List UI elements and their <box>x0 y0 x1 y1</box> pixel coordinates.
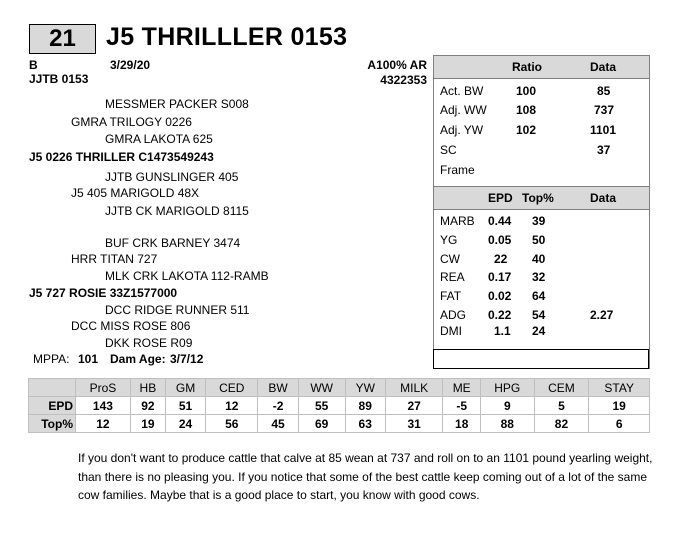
pedigree-dd: DCC MISS ROSE 806 <box>71 319 191 333</box>
carcass-top: 64 <box>532 289 546 303</box>
col-header: HB <box>130 379 165 397</box>
col-header: HPG <box>481 379 535 397</box>
col-header: GM <box>165 379 205 397</box>
pedigree-ss: GMRA TRILOGY 0226 <box>71 115 192 129</box>
top-row-label: Top% <box>29 415 76 433</box>
mppa-value: 101 <box>78 352 99 366</box>
pedigree-dsd: MLK CRK LAKOTA 112-RAMB <box>105 269 269 283</box>
pedigree-dam: J5 727 ROSIE 33Z1577000 <box>29 286 178 300</box>
top-row <box>29 415 650 433</box>
top-cell: 82 <box>534 415 589 433</box>
top-cell: 12 <box>76 415 131 433</box>
row-data: 1101 <box>590 123 617 137</box>
carcass-top: 39 <box>532 214 546 228</box>
top-header: Top% <box>522 191 554 205</box>
epd-row-label: EPD <box>29 397 76 415</box>
dam-age-value: 3/7/12 <box>170 352 204 366</box>
epd-cell: 12 <box>206 397 258 415</box>
carcass-label: FAT <box>440 289 462 303</box>
epd-cell: 9 <box>481 397 535 415</box>
ratio-header: Ratio <box>512 60 542 74</box>
col-header: ME <box>443 379 481 397</box>
col-header: STAY <box>589 379 650 397</box>
carcass-epd: 1.1 <box>494 324 511 338</box>
pedigree-ssd: GMRA LAKOTA 625 <box>105 132 213 146</box>
dam-age-label: Dam Age: <box>110 352 166 366</box>
pedigree-ddd: DKK ROSE R09 <box>105 336 193 350</box>
epd-cell: 92 <box>130 397 165 415</box>
animal-name: J5 THRILLLER 0153 <box>106 23 348 51</box>
pedigree-dss: BUF CRK BARNEY 3474 <box>105 236 241 250</box>
carcass-epd: 0.02 <box>488 289 512 303</box>
epd-cell: 89 <box>345 397 385 415</box>
row-label: Frame <box>440 163 475 177</box>
top-cell: 24 <box>165 415 205 433</box>
top-cell: 69 <box>298 415 345 433</box>
epd-cell: -2 <box>258 397 298 415</box>
col-header: YW <box>345 379 385 397</box>
top-cell: 18 <box>443 415 481 433</box>
row-ratio: 108 <box>516 103 537 117</box>
tattoo: JJTB 0153 <box>29 72 89 86</box>
pedigree-sds: JJTB GUNSLINGER 405 <box>105 170 239 184</box>
col-header: BW <box>258 379 298 397</box>
description-text: If you don't want to produce cattle that calve at 85 wean at 737 and roll on to an 1101 pound yearling weight, than there is no pleasing you. If you notice that some of the best cattle keep coming out of a lot of the same cow families. Maybe that is a good place to start, you know with good cows. <box>78 451 653 502</box>
pedigree-sd: J5 405 MARIGOLD 48X <box>71 186 200 200</box>
col-header: ProS <box>76 379 131 397</box>
row-label: Act. BW <box>440 84 484 98</box>
carcass-top: 54 <box>532 308 546 322</box>
pedigree-ds: HRR TITAN 727 <box>71 252 158 266</box>
epd-cell: 55 <box>298 397 345 415</box>
carcass-label: REA <box>440 270 465 284</box>
carcass-epd: 0.05 <box>488 233 512 247</box>
epd-cell: -5 <box>443 397 481 415</box>
lot-number: 21 <box>29 24 96 54</box>
carcass-label: YG <box>440 233 458 247</box>
top-cell: 31 <box>385 415 442 433</box>
carcass-data-header: Data <box>590 191 617 205</box>
carcass-data: 2.27 <box>590 308 614 322</box>
row-ratio: 102 <box>516 123 537 137</box>
epd-cell: 19 <box>589 397 650 415</box>
row-ratio: 100 <box>516 84 537 98</box>
pedigree-sire: J5 0226 THRILLER C1473549243 <box>29 150 214 164</box>
col-header: CED <box>206 379 258 397</box>
carcass-top: 32 <box>532 270 546 284</box>
epd-row <box>29 397 650 415</box>
registration-number: 4322353 <box>380 73 427 87</box>
empty-field-box <box>433 349 649 369</box>
epd-table <box>28 378 650 433</box>
row-label: SC <box>440 143 457 157</box>
sex: B <box>29 58 38 72</box>
epd-cell: 5 <box>534 397 589 415</box>
col-header: MILK <box>385 379 442 397</box>
carcass-label: MARB <box>440 214 475 228</box>
birthdate: 3/29/20 <box>110 58 151 72</box>
performance-panel <box>433 55 650 369</box>
col-header: WW <box>298 379 345 397</box>
pedigree-dds: DCC RIDGE RUNNER 511 <box>105 303 250 317</box>
top-cell: 6 <box>589 415 650 433</box>
epd-cell: 51 <box>165 397 205 415</box>
epd-cell: 143 <box>76 397 131 415</box>
carcass-top: 24 <box>532 324 546 338</box>
top-cell: 45 <box>258 415 298 433</box>
mppa-label: MPPA: <box>33 352 70 366</box>
carcass-epd: 0.17 <box>488 270 512 284</box>
carcass-top: 40 <box>532 252 546 266</box>
carcass-epd: 22 <box>494 252 508 266</box>
carcass-epd: 0.44 <box>488 214 512 228</box>
row-data: 737 <box>594 103 615 117</box>
row-label: Adj. WW <box>440 103 487 117</box>
carcass-top: 50 <box>532 233 546 247</box>
top-cell: 88 <box>481 415 535 433</box>
row-data: 85 <box>597 84 611 98</box>
top-cell: 63 <box>345 415 385 433</box>
epd-table-header-row <box>29 379 650 397</box>
pedigree-sss: MESSMER PACKER S008 <box>105 97 249 111</box>
top-cell: 19 <box>130 415 165 433</box>
row-data: 37 <box>597 143 611 157</box>
carcass-label: ADG <box>440 308 467 322</box>
pedigree-sdd: JJTB CK MARIGOLD 8115 <box>105 204 249 218</box>
breed-percentage: A100% AR <box>367 58 427 72</box>
carcass-label: CW <box>440 252 460 266</box>
ratio-data-header: Data <box>590 60 617 74</box>
row-label: Adj. YW <box>440 123 484 137</box>
corner-cell <box>29 379 76 397</box>
epd-header: EPD <box>488 191 513 205</box>
col-header: CEM <box>534 379 589 397</box>
top-cell: 56 <box>206 415 258 433</box>
epd-cell: 27 <box>385 397 442 415</box>
carcass-epd: 0.22 <box>488 308 512 322</box>
carcass-label: DMI <box>440 324 462 338</box>
